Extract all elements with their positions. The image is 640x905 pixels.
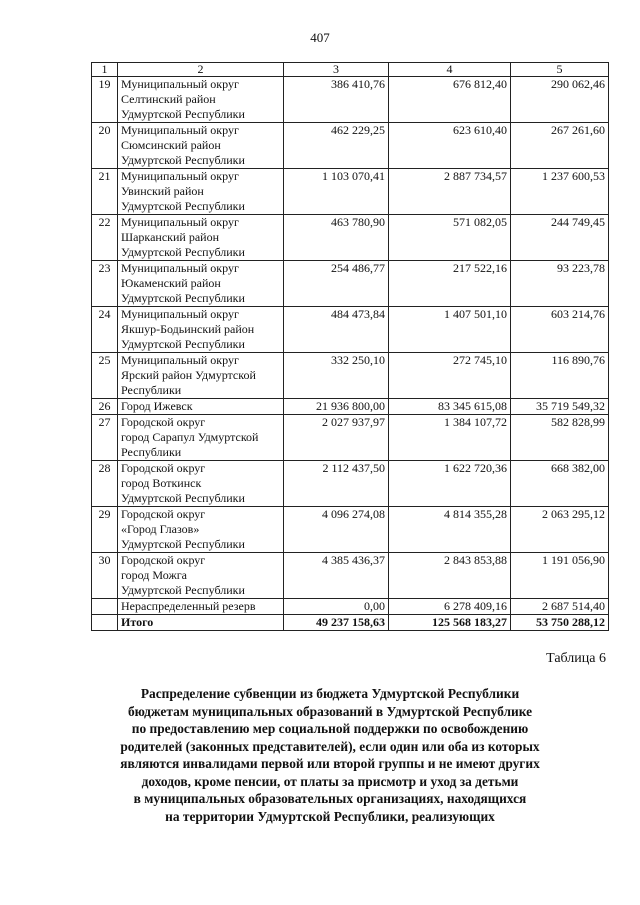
amount-col3: 4 096 274,08 [284, 507, 389, 553]
table-body [92, 77, 609, 615]
municipality-name-line: «Город Глазов» [121, 522, 200, 536]
col-header-2: 2 [118, 63, 284, 77]
table-row [92, 261, 609, 307]
amount-col5: 582 828,99 [511, 415, 609, 461]
municipality-name-line: Муниципальный округ [121, 123, 239, 137]
amount-col5: 2 687 514,40 [511, 599, 609, 615]
table-row [92, 215, 609, 261]
municipality-name [118, 261, 284, 307]
municipality-name [118, 169, 284, 215]
table-header-row [92, 63, 609, 77]
municipality-name-line: Городской округ [121, 415, 206, 429]
amount-col4: 676 812,40 [389, 77, 511, 123]
amount-col4: 2 887 734,57 [389, 169, 511, 215]
table-row [92, 599, 609, 615]
col-header-1: 1 [92, 63, 118, 77]
municipality-name-line: Удмуртской Республики [121, 291, 245, 305]
col-header-3: 3 [284, 63, 389, 77]
row-number: 24 [92, 307, 118, 353]
table-row [92, 553, 609, 599]
amount-col3: 386 410,76 [284, 77, 389, 123]
municipality-name-line: Муниципальный округ [121, 169, 239, 183]
row-number: 19 [92, 77, 118, 123]
amount-col5: 244 749,45 [511, 215, 609, 261]
table-row [92, 77, 609, 123]
municipality-name-line: Муниципальный округ [121, 307, 239, 321]
amount-col3: 21 936 800,00 [284, 399, 389, 415]
amount-col3: 0,00 [284, 599, 389, 615]
municipality-name-line: Республики [121, 383, 182, 397]
amount-col5: 267 261,60 [511, 123, 609, 169]
budget-table [91, 62, 609, 631]
row-number: 29 [92, 507, 118, 553]
municipality-name-line: город Сарапул Удмуртской [121, 430, 259, 444]
municipality-name-line: Якшур-Бодьинский район [121, 322, 255, 336]
municipality-name-line: Городской округ [121, 461, 206, 475]
amount-col3: 484 473,84 [284, 307, 389, 353]
municipality-name [118, 123, 284, 169]
row-number: 23 [92, 261, 118, 307]
municipality-name-line: Юкаменский район [121, 276, 221, 290]
municipality-name-line: Муниципальный округ [121, 353, 239, 367]
municipality-name-line: Удмуртской Республики [121, 537, 245, 551]
table-row [92, 169, 609, 215]
amount-col3: 463 780,90 [284, 215, 389, 261]
amount-col4: 1 407 501,10 [389, 307, 511, 353]
page-number: 407 [310, 30, 330, 45]
municipality-name-line: Муниципальный округ [121, 215, 239, 229]
municipality-name-line: Муниципальный округ [121, 77, 239, 91]
amount-col4: 571 082,05 [389, 215, 511, 261]
amount-col3: 254 486,77 [284, 261, 389, 307]
heading-line: по предоставлению мер социальной поддержки по освобождению [131, 721, 529, 736]
municipality-name-line: Городской округ [121, 507, 206, 521]
row-number: 21 [92, 169, 118, 215]
municipality-name-line: Республики [121, 445, 182, 459]
amount-col5: 35 719 549,32 [511, 399, 609, 415]
municipality-name [118, 507, 284, 553]
amount-col5: 290 062,46 [511, 77, 609, 123]
amount-col5: 2 063 295,12 [511, 507, 609, 553]
row-number: 27 [92, 415, 118, 461]
row-number [92, 599, 118, 615]
municipality-name-line: Удмуртской Республики [121, 245, 245, 259]
table-row [92, 507, 609, 553]
municipality-name-line: Удмуртской Республики [121, 491, 245, 505]
row-number: 22 [92, 215, 118, 261]
amount-col5: 668 382,00 [511, 461, 609, 507]
municipality-name-line: Сюмсинский район [121, 138, 221, 152]
municipality-name-line: Город Ижевск [121, 399, 193, 413]
municipality-name-line: Муниципальный округ [121, 261, 239, 275]
municipality-name-line: город Можга [121, 568, 187, 582]
municipality-name-line: Увинский район [121, 184, 204, 198]
amount-col4: 272 745,10 [389, 353, 511, 399]
municipality-name-line: Удмуртской Республики [121, 153, 245, 167]
municipality-name [118, 399, 284, 415]
amount-col3: 462 229,25 [284, 123, 389, 169]
total-row [92, 615, 609, 631]
row-number: 20 [92, 123, 118, 169]
amount-col5: 93 223,78 [511, 261, 609, 307]
municipality-name [118, 599, 284, 615]
table-row [92, 399, 609, 415]
amount-col3: 332 250,10 [284, 353, 389, 399]
amount-col3: 4 385 436,37 [284, 553, 389, 599]
section-heading [60, 685, 600, 825]
heading-line: в муниципальных образовательных организациях, находящихся [133, 791, 527, 806]
table-row [92, 307, 609, 353]
municipality-name-line: Шарканский район [121, 230, 219, 244]
municipality-name-line: Городской округ [121, 553, 206, 567]
table-row [92, 353, 609, 399]
municipality-name [118, 461, 284, 507]
col-header-5: 5 [511, 63, 609, 77]
amount-col5: 603 214,76 [511, 307, 609, 353]
municipality-name-line: Ярский район Удмуртской [121, 368, 256, 382]
heading-line: бюджетам муниципальных образований в Удмуртской Республике [127, 703, 533, 719]
municipality-name-line: город Воткинск [121, 476, 202, 490]
total-label: Итого [118, 615, 284, 631]
amount-col4: 6 278 409,16 [389, 599, 511, 615]
municipality-name [118, 215, 284, 261]
heading-line: Распределение субвенции из бюджета Удмуртской Республики [140, 686, 520, 701]
amount-col3: 1 103 070,41 [284, 169, 389, 215]
amount-col4: 2 843 853,88 [389, 553, 511, 599]
municipality-name [118, 353, 284, 399]
total-col3: 49 237 158,63 [284, 615, 389, 631]
municipality-name-line: Удмуртской Республики [121, 199, 245, 213]
total-col5: 53 750 288,12 [511, 615, 609, 631]
amount-col4: 1 384 107,72 [389, 415, 511, 461]
amount-col4: 623 610,40 [389, 123, 511, 169]
row-number: 28 [92, 461, 118, 507]
municipality-name-line: Удмуртской Республики [121, 337, 245, 351]
municipality-name-line: Селтинский район [121, 92, 216, 106]
table-row [92, 123, 609, 169]
municipality-name-line: Удмуртской Республики [121, 583, 245, 597]
col-header-4: 4 [389, 63, 511, 77]
amount-col4: 83 345 615,08 [389, 399, 511, 415]
heading-line: на территории Удмуртской Республики, реализующих [165, 808, 495, 824]
heading-line: доходов, кроме пенсии, от платы за присмотр и уход за детьми [141, 773, 519, 789]
amount-col3: 2 112 437,50 [284, 461, 389, 507]
municipality-name-line: Нераспределенный резерв [121, 599, 256, 613]
table-row [92, 461, 609, 507]
municipality-name [118, 307, 284, 353]
amount-col5: 1 237 600,53 [511, 169, 609, 215]
amount-col5: 1 191 056,90 [511, 553, 609, 599]
row-number: 26 [92, 399, 118, 415]
municipality-name-line: Удмуртской Республики [121, 107, 245, 121]
total-col4: 125 568 183,27 [389, 615, 511, 631]
amount-col4: 217 522,16 [389, 261, 511, 307]
amount-col3: 2 027 937,97 [284, 415, 389, 461]
amount-col4: 4 814 355,28 [389, 507, 511, 553]
table-label: Таблица 6 [546, 651, 606, 666]
municipality-name [118, 553, 284, 599]
row-number: 25 [92, 353, 118, 399]
heading-line: являются инвалидами первой или второй группы и не имеют других [120, 756, 540, 771]
table-row [92, 415, 609, 461]
heading-line: родителей (законных представителей), если один или оба из которых [120, 738, 540, 754]
municipality-name [118, 415, 284, 461]
row-number: 30 [92, 553, 118, 599]
amount-col5: 116 890,76 [511, 353, 609, 399]
municipality-name [118, 77, 284, 123]
amount-col4: 1 622 720,36 [389, 461, 511, 507]
total-index-cell [92, 615, 118, 631]
